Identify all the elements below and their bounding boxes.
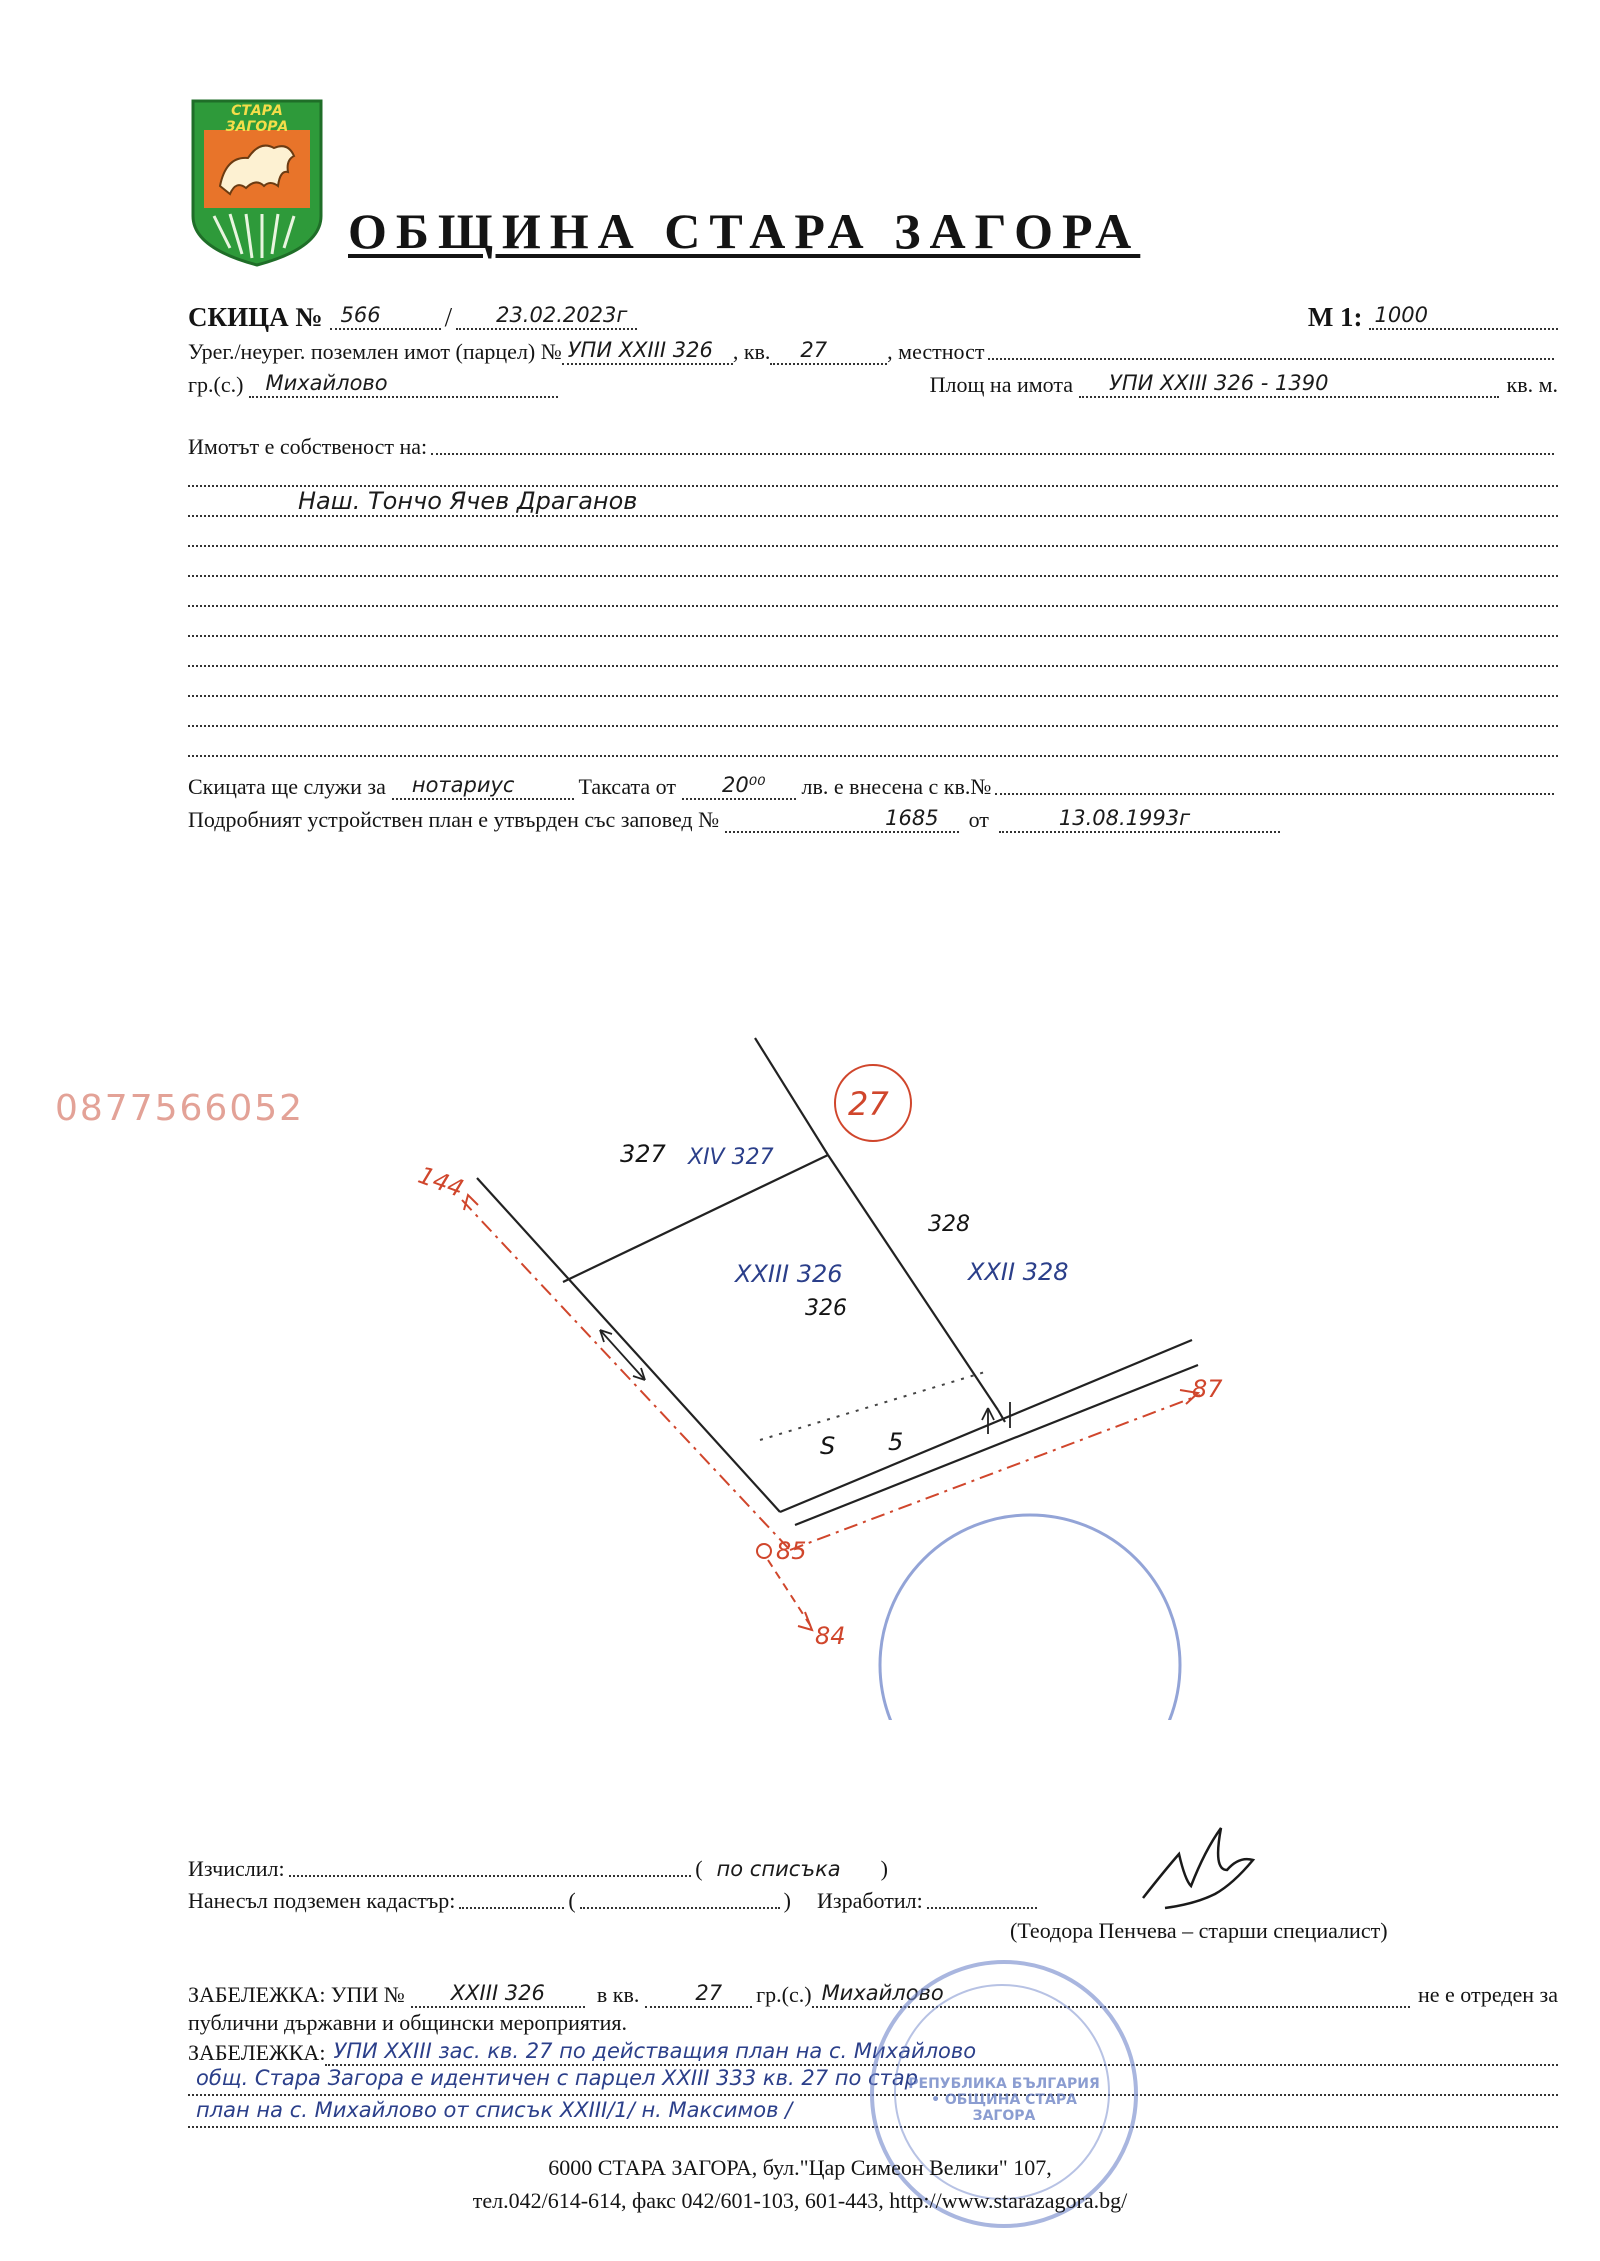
municipality-emblem xyxy=(190,98,324,268)
cadastre-row: Нанесъл подземен кадастър: ( ) Изработил: xyxy=(188,1884,1488,1914)
parcel-main-num: 326 xyxy=(805,1296,847,1321)
cadastral-plan-drawing xyxy=(0,1000,1600,1720)
owner-label: Имотът е собственост на: xyxy=(188,434,428,459)
plan-date: 13.08.1993г xyxy=(999,805,1280,833)
building-line xyxy=(760,1372,985,1440)
note1-upi: XXIII 326 xyxy=(411,1980,585,2008)
area-label: Площ на имота xyxy=(929,372,1074,397)
owner-row xyxy=(188,430,1558,460)
node-87-label: 87 xyxy=(1192,1375,1223,1403)
owner-line-3 xyxy=(188,545,1558,547)
sketch-date: 23.02.2023г xyxy=(456,302,637,330)
node-85-label: 85 xyxy=(776,1537,807,1565)
note2-line3: план на с. Михайлово от списък XXIII/1/ н. Максимов / xyxy=(188,2098,1558,2128)
signature-scribble xyxy=(1135,1820,1265,1920)
sketch-slash: / xyxy=(444,302,453,332)
made-by-name: (Теодора Пенчева – старши специалист) xyxy=(1010,1918,1388,1943)
node-84-label: 84 xyxy=(815,1622,846,1650)
note1-row xyxy=(188,1978,1558,2008)
mark-s: S xyxy=(820,1432,836,1460)
plan-label: Подробният устройствен план е утвърден със заповед № xyxy=(188,807,720,832)
town-row xyxy=(188,368,1558,398)
note2-line1: УПИ XXIII зас. кв. 27 по действащия план на с. Михайлово xyxy=(325,2038,1558,2066)
stamp xyxy=(880,1515,1180,1720)
fee-label: Таксата от xyxy=(578,774,676,799)
stamp-text: РЕПУБЛИКА БЪЛГАРИЯ • ОБЩИНА СТАРА ЗАГОРА xyxy=(908,2076,1100,2124)
note1-label: ЗАБЕЛЕЖКА: УПИ № xyxy=(188,1982,405,2007)
node-144-label: 144 xyxy=(414,1161,468,1203)
area-unit: кв. м. xyxy=(1506,372,1558,397)
note1-town-label: гр.(с.) xyxy=(756,1982,812,2007)
fee-value: 20⁰⁰ xyxy=(682,772,796,800)
owner-name: Наш. Тончо Ячев Драганов xyxy=(298,487,638,515)
parcel-north-label: XIV 327 xyxy=(688,1145,774,1170)
owner-line-10 xyxy=(188,755,1558,757)
owner-line-9 xyxy=(188,725,1558,727)
calculated-label: Изчислил: xyxy=(188,1856,285,1881)
note2-label: ЗАБЕЛЕЖКА: xyxy=(188,2040,326,2065)
parcel-label: Урег./неурег. поземлен имот (парцел) № xyxy=(188,339,562,364)
note1-block: 27 xyxy=(645,1980,752,2008)
parcel-north-num: 327 xyxy=(620,1140,666,1168)
note1-line2: публични държавни и общински мероприятия. xyxy=(188,2010,628,2035)
parcel-east-label: XXII 328 xyxy=(968,1258,1069,1286)
owner-line-5 xyxy=(188,605,1558,607)
mark-5: 5 xyxy=(888,1428,904,1456)
owner-line-6 xyxy=(188,635,1558,637)
town-label: гр.(с.) xyxy=(188,372,244,397)
footer-address: 6000 СТАРА ЗАГОРА, бул."Цар Симеон Велики" 107, xyxy=(548,2155,1052,2180)
block-value: 27 xyxy=(770,337,887,365)
sketch-label: СКИЦА № xyxy=(188,302,323,332)
note1-block-label: в кв. xyxy=(596,1982,640,2007)
plan-order: 1685 xyxy=(725,805,958,833)
note1-town: Михайлово xyxy=(812,1980,1410,2008)
emblem-text: СТАРА ЗАГОРА xyxy=(225,103,289,135)
cadastre-label: Нанесъл подземен кадастър: xyxy=(188,1888,456,1913)
calculated-value: по списъка xyxy=(716,1857,841,1881)
purpose-label: Скицата ще служи за xyxy=(188,774,386,799)
purpose-value: нотариус xyxy=(392,772,575,800)
footer-contacts: тел.042/614-614, факс 042/601-103, 601-443, http://www.starazagora.bg/ xyxy=(472,2188,1128,2213)
scale-label: М 1: xyxy=(1307,302,1363,332)
owner-line-8 xyxy=(188,695,1558,697)
purpose-row xyxy=(188,770,1558,800)
made-by-label: Изработил: xyxy=(816,1888,923,1913)
plan-from-label: от xyxy=(968,807,989,832)
locality-label: , местност xyxy=(887,339,985,364)
owner-line-7 xyxy=(188,665,1558,667)
sketch-number-row xyxy=(188,300,1558,330)
page-title-text: ОБЩИНА СТАРА ЗАГОРА xyxy=(348,203,1141,259)
parcel-east-num: 328 xyxy=(928,1212,970,1237)
scale-value: 1000 xyxy=(1369,302,1558,330)
note1-suffix: не е отреден за xyxy=(1417,1982,1558,2007)
page-title xyxy=(348,203,1258,259)
town-value: Михайлово xyxy=(249,370,557,398)
fee-suffix: лв. е внесена с кв.№ xyxy=(801,774,992,799)
owner-line-4 xyxy=(188,575,1558,577)
owner-line-2 xyxy=(188,515,1558,517)
note2-line2: общ. Стара Загора е идентичен с парцел XXIII 333 кв. 27 по стар xyxy=(188,2066,1558,2096)
parcel-row xyxy=(188,335,1558,365)
plan-row xyxy=(188,803,1558,833)
block-circle-label: 27 xyxy=(848,1085,889,1123)
area-value: УПИ XXIII 326 - 1390 xyxy=(1079,370,1498,398)
block-label: , кв. xyxy=(732,339,771,364)
sketch-number: 566 xyxy=(330,302,440,330)
phone-watermark: 0877566052 xyxy=(55,1088,305,1129)
parcel-main-label: XXIII 326 xyxy=(735,1260,843,1288)
calculated-row: Изчислил: ( по списъка ) xyxy=(188,1856,888,1881)
parcel-value: УПИ XXIII 326 xyxy=(562,337,733,365)
